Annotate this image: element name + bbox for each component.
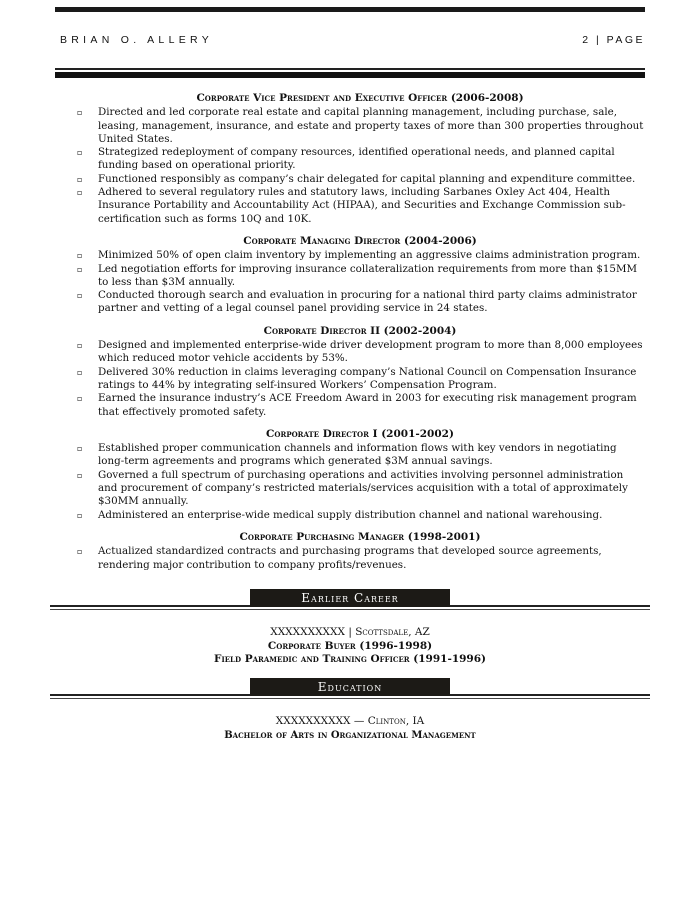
role-corporate-buyer: Corporate Buyer (1996-1998) — [267, 639, 433, 652]
bullet-icon: ▫ — [77, 291, 83, 301]
company-location: Scottsdale, AZ — [355, 626, 430, 638]
header-rule-thin — [55, 68, 645, 70]
job-title: Corporate Managing Director (2004-2006) — [243, 234, 477, 247]
bullet-icon: ▫ — [77, 188, 83, 198]
achievement-item — [75, 263, 645, 290]
divider-line — [50, 609, 650, 610]
job-entry — [75, 235, 645, 316]
bullet-icon: ▫ — [77, 510, 83, 520]
achievement-text: Actualized standardized contracts and purchasing programs that developed source agreements, rendering major contribution to company profits/revenues. — [98, 545, 602, 571]
achievement-list — [75, 442, 645, 522]
achievement-text: Functioned responsibly as company’s chair delegated for capital planning and expenditure committee. — [98, 172, 636, 185]
bullet-icon: ▫ — [77, 251, 83, 261]
degree: Bachelor of Arts in Organizational Management — [224, 729, 476, 741]
achievement-text: Directed and led corporate real estate and capital planning management, including purchase, sale, leasing, management, insurance, and estate and property taxes of more than 300 properties throughout United States. — [98, 106, 644, 145]
divider-line — [50, 698, 650, 699]
job-entry — [75, 92, 645, 226]
achievement-text: Conducted thorough search and evaluation in procuring for a national third party claims administrator partner and vetting of a legal counsel panel providing service in 24 states. — [98, 289, 637, 315]
header-rule-thick — [55, 72, 645, 78]
achievement-item — [75, 339, 645, 366]
achievement-item — [75, 545, 645, 572]
school-name: XXXXXXXXXX — [275, 715, 351, 727]
achievement-list — [75, 339, 645, 419]
achievement-item — [75, 392, 645, 419]
achievement-item — [75, 509, 645, 522]
bullet-icon: ▫ — [77, 444, 83, 454]
achievement-item — [75, 186, 645, 226]
job-entry — [75, 428, 645, 522]
bullet-icon: ▫ — [77, 174, 83, 184]
achievement-list — [75, 545, 645, 572]
achievement-item — [75, 249, 645, 262]
achievement-text: Minimized 50% of open claim inventory by implementing an aggressive claims administration program. — [98, 249, 641, 262]
school-location: Clinton, IA — [367, 715, 425, 727]
earlier-career-employer — [50, 626, 650, 640]
achievement-text: Strategized redeployment of company resources, identified operational needs, and planned capital funding based on operational priority. — [98, 146, 615, 172]
job-title: Corporate Purchasing Manager (1998-2001) — [239, 530, 481, 543]
page-header — [60, 34, 645, 48]
job-title: Corporate Vice President and Executive Officer (2006-2008) — [196, 92, 524, 104]
achievement-text: Led negotiation efforts for improving insurance collateralization requirements from more than $15MM to less than $3M annually. — [98, 262, 638, 288]
bullet-icon: ▫ — [77, 108, 83, 118]
achievement-list — [75, 106, 645, 226]
role-field-paramedic: Field Paramedic and Training Officer (1991-1996) — [213, 653, 487, 665]
achievement-text: Designed and implemented enterprise-wide driver development program to more than 8,000 employees which reduced motor vehicle accidents by 53%. — [98, 339, 643, 365]
achievement-item — [75, 146, 645, 173]
bullet-icon: ▫ — [77, 470, 83, 480]
separator: — — [350, 715, 368, 727]
achievement-text: Established proper communication channels and information flows with key vendors in negotiating long-term agreements and programs which generated $3M annual savings. — [98, 442, 617, 468]
bullet-icon: ▫ — [77, 367, 83, 377]
achievement-item — [75, 289, 645, 316]
earlier-career-block — [50, 626, 650, 667]
separator: | — [345, 626, 356, 638]
achievement-text: Earned the insurance industry’s ACE Freedom Award in 2003 for executing risk management program that effectively promoted safety. — [98, 392, 637, 418]
job-title: Corporate Director II (2002-2004) — [263, 324, 457, 337]
achievement-item — [75, 173, 645, 186]
bullet-icon: ▫ — [77, 264, 83, 274]
bullet-icon: ▫ — [77, 394, 83, 404]
achievement-list — [75, 249, 645, 315]
achievement-text: Delivered 30% reduction in claims leveraging company’s National Council on Compensation Insurance ratings to 44% by integrating self-insured Workers’ Compensation Program. — [98, 365, 637, 391]
education-block — [50, 715, 650, 742]
achievement-item — [75, 106, 645, 146]
achievement-text: Adhered to several regulatory rules and statutory laws, including Sarbanes Oxley Act 404, Health Insurance Portability and Accountability Act (HIPAA), and Securities and Exchange Commission sub-certification such as forms 10Q and 10K. — [98, 186, 626, 225]
bullet-icon: ▫ — [77, 341, 83, 351]
job-entry — [75, 531, 645, 572]
bullet-icon: ▫ — [77, 547, 83, 557]
header-name: BRIAN O. ALLERY — [60, 34, 214, 46]
earlier-career-heading: Earlier Career — [250, 589, 450, 607]
experience-section — [75, 92, 645, 581]
job-title: Corporate Director I (2001-2002) — [266, 427, 454, 440]
bullet-icon: ▫ — [77, 148, 83, 158]
top-rule — [55, 7, 645, 12]
company-name: XXXXXXXXXX — [270, 626, 345, 638]
achievement-text: Governed a full spectrum of purchasing operations and activities involving personnel administration and procurement of company’s restricted materials/services acquisition with a total of approximately $30MM annually. — [98, 468, 628, 508]
achievement-item — [75, 366, 645, 393]
achievement-text: Administered an enterprise-wide medical supply distribution channel and national warehousing. — [98, 508, 603, 521]
achievement-item — [75, 442, 645, 469]
earlier-career-divider — [50, 589, 650, 613]
education-divider — [50, 678, 650, 702]
education-heading: Education — [250, 678, 450, 696]
job-entry — [75, 325, 645, 419]
achievement-item — [75, 469, 645, 509]
header-page-number: 2 | PAGE — [582, 34, 645, 46]
education-school — [50, 715, 650, 729]
